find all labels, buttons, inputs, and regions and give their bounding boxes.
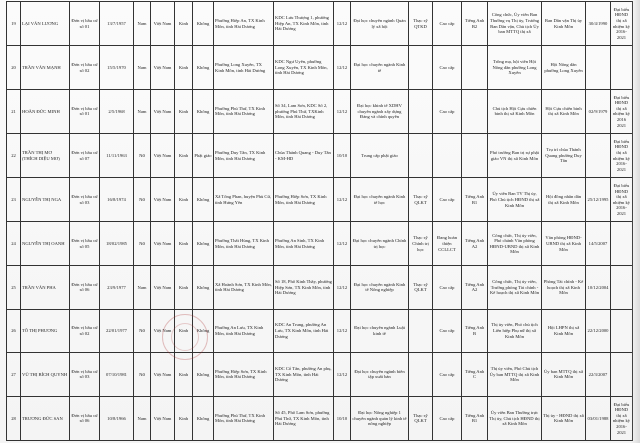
hometown-cell: Phường Duy Tân, TX Kinh Môn, tỉnh Hải Dương xyxy=(214,134,274,178)
workplace-cell: Hội LHPN thị xã Kinh Môn xyxy=(542,309,586,353)
residence-cell: KDC An Trung, phường An Lưu, TX Kinh Môn, tỉnh Hải Dương xyxy=(274,309,334,353)
workplace-cell: Phòng Tài chính - Kế hoạch thị xã Kinh Môn xyxy=(542,266,586,310)
party-join-date-cell: 22/3/2007 xyxy=(586,353,611,397)
occupation-cell: Ủy viên Ban Thường trực Thị ủy, Chủ tịch HĐND thị xã Kinh Môn xyxy=(488,396,542,440)
religion-cell: Không xyxy=(193,396,214,440)
party-join-date-cell: 22/12/2000 xyxy=(586,309,611,353)
delegate-history-cell xyxy=(611,353,633,397)
ethnicity-cell: Kinh xyxy=(175,266,193,310)
education-level-cell: 12/12 xyxy=(334,89,351,133)
residence-cell: Phường An Sinh, TX Kinh Môn, tỉnh Hải Dương xyxy=(274,222,334,266)
hometown-cell: Phường Thất Hùng, TX Kinh Môn, tỉnh Hải Dương xyxy=(214,222,274,266)
nationality-cell: Việt Nam xyxy=(151,46,175,90)
workplace-cell: Ủy ban MTTQ thị xã Kinh Môn xyxy=(542,353,586,397)
row-number-cell: 25 xyxy=(7,266,21,310)
hometown-cell: Phường Phú Thứ, TX Kinh Môn, tỉnh Hải Dương xyxy=(214,89,274,133)
academic-degree-cell: Thạc sỹ QLKT xyxy=(409,178,433,222)
electoral-unit-cell: Đơn vị bầu cử số 02 xyxy=(70,46,100,90)
political-theory-cell: Đang hoàn thiện CCLLCT xyxy=(433,222,462,266)
row-number-cell: 21 xyxy=(7,89,21,133)
birth-date-cell: 16/8/1974 xyxy=(100,178,134,222)
table-row xyxy=(7,2,633,46)
delegate-history-cell: Đại biểu HĐND thị xã nhiệm kỳ 2016-2021 xyxy=(611,178,633,222)
birth-date-cell: 15/5/1970 xyxy=(100,46,134,90)
candidate-name-cell: TRƯƠNG ĐỨC SAN xyxy=(21,396,70,440)
academic-degree-cell: Thạc sỹ Chính trị học xyxy=(409,222,433,266)
table-row xyxy=(7,134,633,178)
party-join-date-cell: 30/4/1990 xyxy=(586,2,611,46)
political-theory-cell: Cao cấp xyxy=(433,396,462,440)
birth-date-cell: 22/01/1977 xyxy=(100,309,134,353)
candidate-roster-table xyxy=(6,1,633,441)
occupation-cell: Ủy viên Ban TV Thị ủy, Phó Chủ tịch HĐND thị xã Kinh Môn xyxy=(488,178,542,222)
delegate-history-cell xyxy=(611,309,633,353)
row-number-cell: 26 xyxy=(7,309,21,353)
occupation-cell: Công chức, Ủy viên Ban Thường vụ Thị ủy, Trưởng Ban Dân vận, Chủ tịch Ủy ban MTTQ thị xã xyxy=(488,2,542,46)
education-level-cell: 10/10 xyxy=(334,134,351,178)
education-level-cell: 12/12 xyxy=(334,309,351,353)
residence-cell: KDC Cổ Tân, phường An phụ, TX Kinh Môn, tỉnh Hải Dương xyxy=(274,353,334,397)
party-join-date-cell: 14/5/2007 xyxy=(586,222,611,266)
hometown-cell: Phường Phú Thứ, TX Kinh Môn, tỉnh Hải Dương xyxy=(214,396,274,440)
ethnicity-cell: Kinh xyxy=(175,46,193,90)
table-row xyxy=(7,178,633,222)
specialty-cell: Đại học chuyên ngành Kinh tế Nông nghiệp xyxy=(351,266,409,310)
birth-date-cell: 10/8/1966 xyxy=(100,396,134,440)
gender-cell: Nữ xyxy=(134,353,151,397)
occupation-cell: Công chức, Thị ủy viên, Phó chánh Văn phòng HĐND-UBND thị xã Kinh Môn xyxy=(488,222,542,266)
candidate-name-cell: VŨ THỊ BÍCH QUYNH xyxy=(21,353,70,397)
language-cell: Tiếng Anh B1 xyxy=(462,396,488,440)
nationality-cell: Việt Nam xyxy=(151,2,175,46)
specialty-cell: Trung cấp phật giáo xyxy=(351,134,409,178)
political-theory-cell: Cao cấp xyxy=(433,178,462,222)
birth-date-cell: 07/10/1981 xyxy=(100,353,134,397)
occupation-cell: Trồng mạ, hội viên Hội Nông dân phường Long Xuyên xyxy=(488,46,542,90)
nationality-cell: Việt Nam xyxy=(151,266,175,310)
language-cell: Tiếng Anh C xyxy=(462,353,488,397)
education-level-cell: 12/12 xyxy=(334,2,351,46)
religion-cell: Không xyxy=(193,2,214,46)
nationality-cell: Việt Nam xyxy=(151,89,175,133)
ethnicity-cell: Kinh xyxy=(175,222,193,266)
party-join-date-cell: 10/12/2004 xyxy=(586,266,611,310)
birth-date-cell: 23/9/1977 xyxy=(100,266,134,310)
candidate-name-cell: TRẦN THỊ MƠ (THÍCH DIỆU MƠ) xyxy=(21,134,70,178)
language-cell: Tiếng Anh B2 xyxy=(462,2,488,46)
hometown-cell: Phường An Lưu, TX Kinh Môn, tỉnh Hải Dương xyxy=(214,309,274,353)
candidate-name-cell: TRẦN VĂN MẠNH xyxy=(21,46,70,90)
education-level-cell: 12/12 xyxy=(334,222,351,266)
specialty-cell: Đại học chuyên ngành Chính trị học xyxy=(351,222,409,266)
residence-cell: Chùa Thánh Quang - Duy Tân - KM-HD xyxy=(274,134,334,178)
row-number-cell: 23 xyxy=(7,178,21,222)
delegate-history-cell: Đại biểu HĐND thị xã nhiệm kỳ 2016 2021 xyxy=(611,89,633,133)
workplace-cell: Trụ trì chùa Thánh Quang phường Duy Tân xyxy=(542,134,586,178)
row-number-cell: 27 xyxy=(7,353,21,397)
party-join-date-cell: 03/01/1988 xyxy=(586,396,611,440)
ethnicity-cell: Kinh xyxy=(175,89,193,133)
political-theory-cell: Cao cấp xyxy=(433,89,462,133)
gender-cell: Nữ xyxy=(134,134,151,178)
language-cell xyxy=(462,89,488,133)
ethnicity-cell: Kinh xyxy=(175,2,193,46)
political-theory-cell: Cao cấp xyxy=(433,309,462,353)
delegate-history-cell xyxy=(611,266,633,310)
residence-cell: Phường Hiệp Sơn, TX Kinh Môn, tỉnh Hải Dương xyxy=(274,178,334,222)
electoral-unit-cell: Đơn vị bầu cử số 06 xyxy=(70,396,100,440)
political-theory-cell: Cao cấp xyxy=(433,266,462,310)
language-cell: Tiếng Anh A2 xyxy=(462,222,488,266)
party-join-date-cell: 25/12/1995 xyxy=(586,178,611,222)
workplace-cell: Văn phòng HĐND-UBND thị xã Kinh Môn xyxy=(542,222,586,266)
occupation-cell: Thị ủy viên, Phó chủ tịch Liên hiệp Phụ nữ thị xã Kinh Môn xyxy=(488,309,542,353)
hometown-cell: Xã Hoành Sơn, TX Kinh Môn, tỉnh Hải Dương xyxy=(214,266,274,310)
religion-cell: Không xyxy=(193,309,214,353)
residence-cell: Số 18, Phố Kinh Thầy, phường Hiệp Sơn, TX Kinh Môn, tỉnh Hải Dương xyxy=(274,266,334,310)
party-join-date-cell xyxy=(586,134,611,178)
hometown-cell: Phường Hiệp Sơn, TX Kinh Môn, tỉnh Hải Dương xyxy=(214,353,274,397)
hometown-cell: Phường Long Xuyên, TX Kinh Môn, tỉnh Hải Dương xyxy=(214,46,274,90)
language-cell: Tiếng Anh A2 xyxy=(462,266,488,310)
specialty-cell: Đại học chuyên ngành Kinh tế xyxy=(351,46,409,90)
academic-degree-cell: Thạc sỹ QTKD xyxy=(409,2,433,46)
electoral-unit-cell: Đơn vị bầu cử số 05 xyxy=(70,222,100,266)
religion-cell: Không xyxy=(193,266,214,310)
electoral-unit-cell: Đơn vị bầu cử số 02 xyxy=(70,309,100,353)
gender-cell: Nam xyxy=(134,2,151,46)
education-level-cell: 10/10 xyxy=(334,396,351,440)
row-number-cell: 19 xyxy=(7,2,21,46)
ethnicity-cell: Kinh xyxy=(175,178,193,222)
nationality-cell: Việt Nam xyxy=(151,134,175,178)
nationality-cell: Việt Nam xyxy=(151,353,175,397)
language-cell: Tiếng Anh B1 xyxy=(462,178,488,222)
table-row xyxy=(7,396,633,440)
electoral-unit-cell: Đơn vị bầu cử số 03 xyxy=(70,178,100,222)
gender-cell: Nữ xyxy=(134,178,151,222)
table-row xyxy=(7,222,633,266)
table-row xyxy=(7,353,633,397)
residence-cell: KDC Ngư Uyên, phường Long Xuyên, TX Kinh Môn, tỉnh Hải Dương xyxy=(274,46,334,90)
academic-degree-cell xyxy=(409,89,433,133)
religion-cell: Phật giáo xyxy=(193,134,214,178)
candidate-name-cell: HOÀN ĐỨC MINH xyxy=(21,89,70,133)
row-number-cell: 24 xyxy=(7,222,21,266)
delegate-history-cell xyxy=(611,46,633,90)
delegate-history-cell: Đại biểu HĐND thị xã nhiệm kỳ 2016-2021 xyxy=(611,134,633,178)
workplace-cell: Hội đồng nhân dân thị xã Kinh Môn xyxy=(542,178,586,222)
education-level-cell: 12/12 xyxy=(334,46,351,90)
gender-cell: Nam xyxy=(134,46,151,90)
religion-cell: Không xyxy=(193,353,214,397)
political-theory-cell: Cao cấp xyxy=(433,46,462,90)
nationality-cell: Việt Nam xyxy=(151,396,175,440)
religion-cell: Không xyxy=(193,46,214,90)
ethnicity-cell: Kinh xyxy=(175,353,193,397)
academic-degree-cell xyxy=(409,134,433,178)
roster-body xyxy=(7,2,633,441)
electoral-unit-cell: Đơn vị bầu cử số 01 xyxy=(70,2,100,46)
gender-cell: Nam xyxy=(134,89,151,133)
nationality-cell: Việt Nam xyxy=(151,309,175,353)
nationality-cell: Việt Nam xyxy=(151,178,175,222)
ethnicity-cell: Kinh xyxy=(175,309,193,353)
ethnicity-cell: Kinh xyxy=(175,134,193,178)
table-row xyxy=(7,46,633,90)
birth-date-cell: 2/5/1968 xyxy=(100,89,134,133)
specialty-cell: Đại học chuyên ngành biên tập xuất bản xyxy=(351,353,409,397)
specialty-cell: Đại học chuyên ngành Quản lý xã hội xyxy=(351,2,409,46)
workplace-cell: Hội Cựu chiến binh thị xã Kinh Môn xyxy=(542,89,586,133)
electoral-unit-cell: Đơn vị bầu cử số 01 xyxy=(70,89,100,133)
workplace-cell: Thị ủy - HĐND thị xã Kinh Môn xyxy=(542,396,586,440)
party-join-date-cell xyxy=(586,46,611,90)
language-cell xyxy=(462,134,488,178)
residence-cell: Số 45, Phố Lam Sơn, phường Phú Thứ, TX Kinh Môn, tỉnh Hải Dương xyxy=(274,396,334,440)
hometown-cell: Phường Hiệp An, TX Kinh Môn, tỉnh Hải Dương xyxy=(214,2,274,46)
religion-cell: Không xyxy=(193,89,214,133)
occupation-cell: Công chức, Thị ủy viên, Trưởng phòng Tài chính - Kế hoạch thị xã Kinh Môn xyxy=(488,266,542,310)
residence-cell: Số 34, Lam Sơn, KDC Số 2, phường Phú Thứ, TXKinh Môn, tỉnh Hải Dương xyxy=(274,89,334,133)
residence-cell: KDC Lưu Thượng 1, phường Hiệp An, TX Kinh Môn, tỉnh Hải Dương xyxy=(274,2,334,46)
gender-cell: Nam xyxy=(134,396,151,440)
scan-edge-shadow xyxy=(631,0,640,443)
language-cell xyxy=(462,46,488,90)
occupation-cell: Chủ tịch Hội Cựu chiến binh thị xã Kinh Môn xyxy=(488,89,542,133)
religion-cell: Không xyxy=(193,178,214,222)
electoral-unit-cell: Đơn vị bầu cử số 03 xyxy=(70,353,100,397)
education-level-cell: 12/12 xyxy=(334,353,351,397)
workplace-cell: Hội Nông dân phường Long Xuyên xyxy=(542,46,586,90)
political-theory-cell: Cao cấp xyxy=(433,2,462,46)
electoral-unit-cell: Đơn vị bầu cử số 07 xyxy=(70,134,100,178)
academic-degree-cell xyxy=(409,309,433,353)
occupation-cell: Thị ủy viên, Phó Chủ tịch Ủy ban MTTQ thị xã Kinh Môn xyxy=(488,353,542,397)
candidate-name-cell: LẠI VĂN LƯƠNG xyxy=(21,2,70,46)
delegate-history-cell: Đại biểu HĐND thị xã nhiệm kỳ 2016-2021 xyxy=(611,396,633,440)
political-theory-cell xyxy=(433,134,462,178)
gender-cell: Nam xyxy=(134,266,151,310)
occupation-cell: Phó trưởng Ban trị sự phật giáo VN thị xã Kinh Môn xyxy=(488,134,542,178)
religion-cell: Không xyxy=(193,222,214,266)
delegate-history-cell: Đại biểu HĐND thị xã nhiệm kỳ 2016-2021 xyxy=(611,2,633,46)
candidate-name-cell: NGUYỄN THỊ OANH xyxy=(21,222,70,266)
academic-degree-cell: Thạc sỹ QLKT xyxy=(409,396,433,440)
row-number-cell: 22 xyxy=(7,134,21,178)
table-row xyxy=(7,89,633,133)
party-join-date-cell: 02/9/1979 xyxy=(586,89,611,133)
specialty-cell: Đại học Nông nghiệp 1 chuyên ngành quản lý kinh tế nông nghiệp xyxy=(351,396,409,440)
birth-date-cell: 13/7/1957 xyxy=(100,2,134,46)
academic-degree-cell: Thạc sỹ QLKT xyxy=(409,266,433,310)
candidate-name-cell: NGUYỄN THỊ NGA xyxy=(21,178,70,222)
academic-degree-cell xyxy=(409,46,433,90)
delegate-history-cell xyxy=(611,222,633,266)
birth-date-cell: 18/02/1985 xyxy=(100,222,134,266)
gender-cell: Nữ xyxy=(134,309,151,353)
education-level-cell: 12/12 xyxy=(334,266,351,310)
language-cell: Tiếng Anh B xyxy=(462,309,488,353)
nationality-cell: Việt Nam xyxy=(151,222,175,266)
political-theory-cell: Cao cấp xyxy=(433,353,462,397)
hometown-cell: Xã Tống Phan, huyện Phù Cừ, tỉnh Hưng Yên xyxy=(214,178,274,222)
specialty-cell: Đại học chuyên ngành Luật kinh tế xyxy=(351,309,409,353)
table-row xyxy=(7,266,633,310)
education-level-cell: 12/12 xyxy=(334,178,351,222)
row-number-cell: 20 xyxy=(7,46,21,90)
specialty-cell: Đại học khinh tế XDHV chuyên ngành xây dựng Đảng và chính quyền xyxy=(351,89,409,133)
workplace-cell: Ban Dân vận Thị ủy Kinh Môn xyxy=(542,2,586,46)
table-row xyxy=(7,309,633,353)
gender-cell: Nữ xyxy=(134,222,151,266)
academic-degree-cell xyxy=(409,353,433,397)
electoral-unit-cell: Đơn vị bầu cử số 06 xyxy=(70,266,100,310)
ethnicity-cell: Kinh xyxy=(175,396,193,440)
candidate-name-cell: TÔ THỊ PHƯƠNG xyxy=(21,309,70,353)
candidate-name-cell: TRẦN VĂN PHA xyxy=(21,266,70,310)
birth-date-cell: 11/11/1963 xyxy=(100,134,134,178)
specialty-cell: Đại học chuyên ngành Kinh tế học xyxy=(351,178,409,222)
row-number-cell: 28 xyxy=(7,396,21,440)
